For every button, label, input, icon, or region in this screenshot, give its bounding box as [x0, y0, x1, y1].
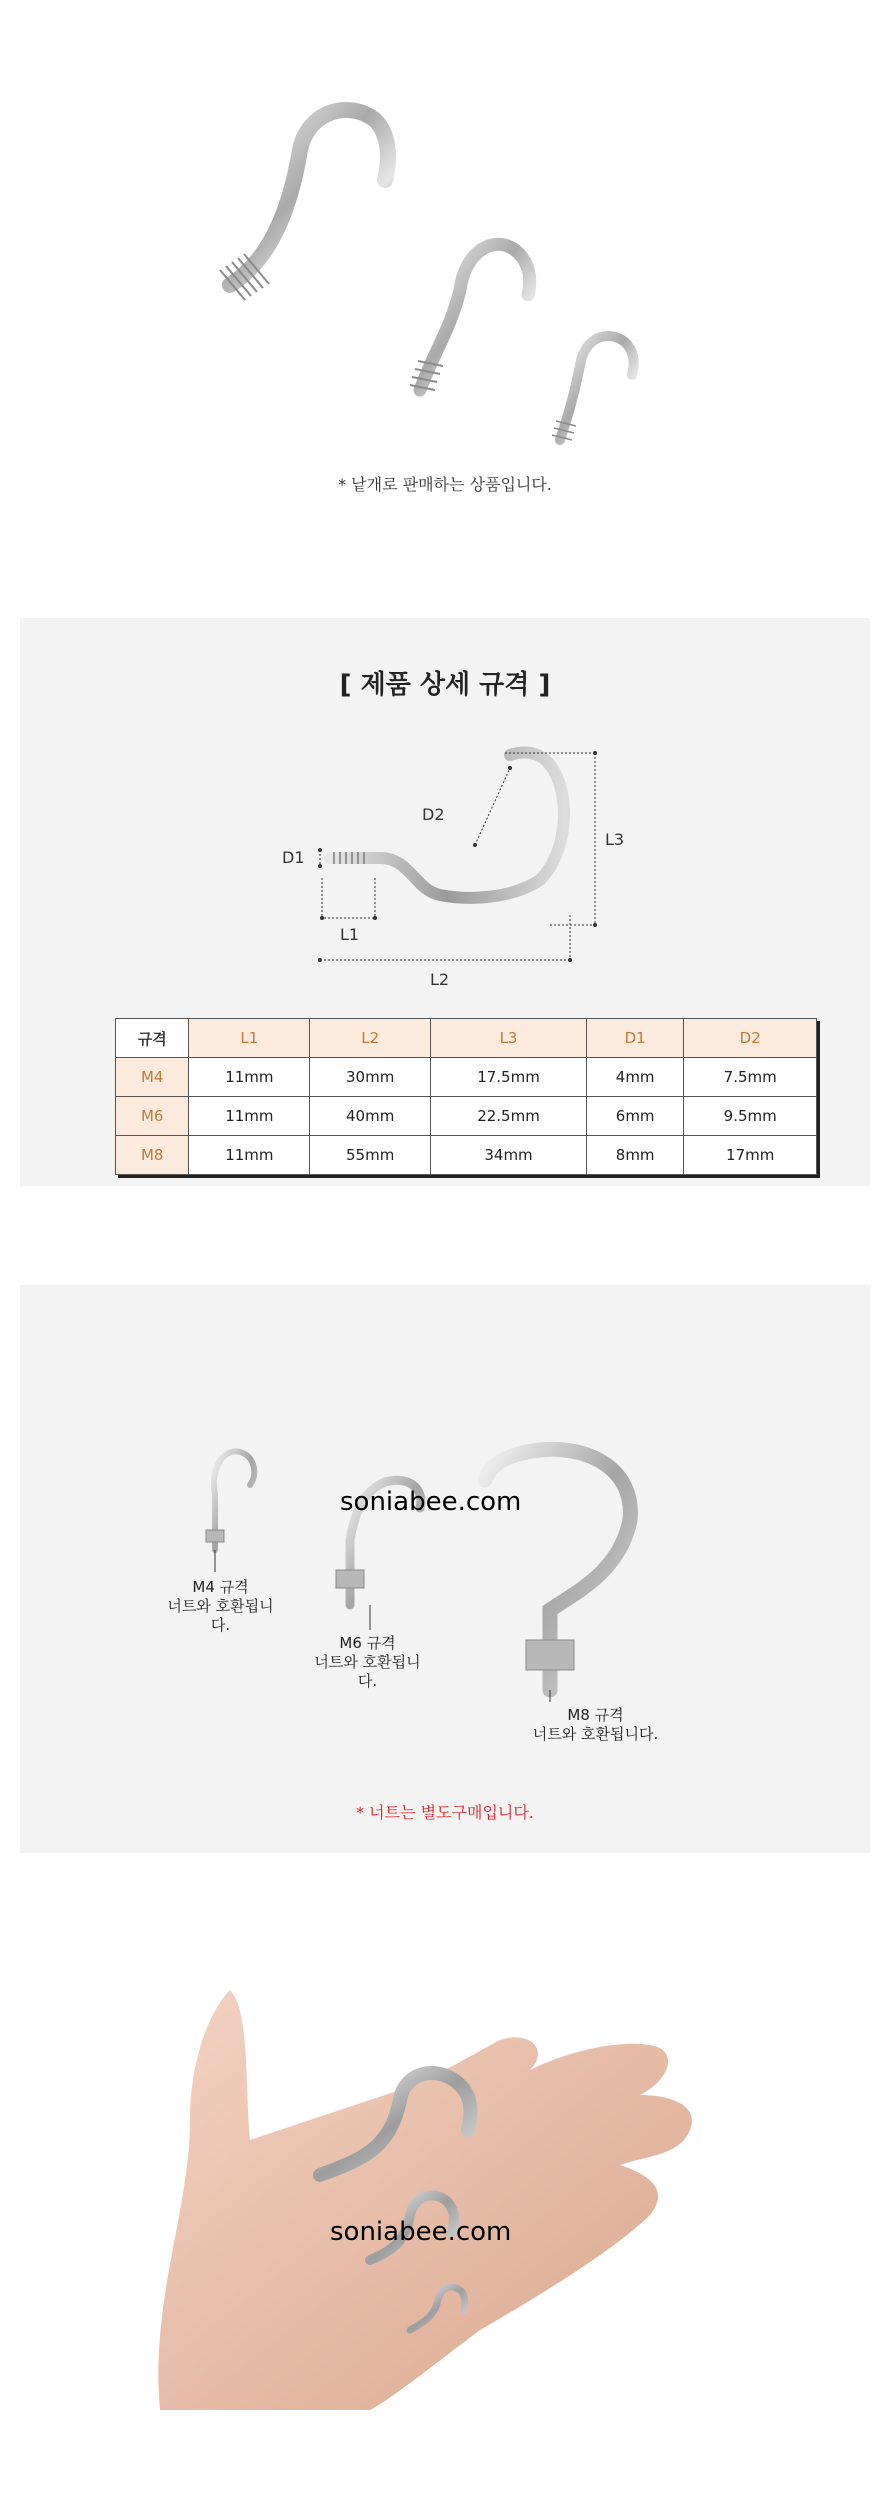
dim-label-l2: L2 [430, 970, 450, 989]
product-photo-hooks [190, 90, 690, 470]
table-cell: 34mm [431, 1136, 587, 1175]
header-l3: L3 [431, 1019, 587, 1058]
table-cell: 6mm [586, 1097, 683, 1136]
spec-title: [ 제품 상세 규격 ] [339, 670, 551, 700]
table-cell: 17.5mm [431, 1058, 587, 1097]
label-m4-note: 너트와 호환됩니다. [167, 1597, 274, 1634]
table-cell: 9.5mm [684, 1097, 817, 1136]
table-row [116, 1136, 817, 1175]
single-item-caption: * 낱개로 판매하는 상품입니다. [338, 475, 552, 494]
table-cell: 11mm [189, 1136, 310, 1175]
label-m6-size: M6 규격 [339, 1634, 396, 1652]
label-m4-size: M4 규격 [192, 1578, 249, 1596]
table-cell: 4mm [586, 1058, 683, 1097]
dim-label-l3: L3 [605, 830, 625, 849]
header-size: 규격 [116, 1019, 189, 1058]
dim-label-l1: L1 [340, 925, 360, 944]
row-size: M6 [116, 1097, 189, 1136]
header-l2: L2 [310, 1019, 431, 1058]
label-m8-note: 너트와 호환됩니다. [532, 1725, 659, 1743]
label-m6-note: 너트와 호환됩니다. [314, 1653, 421, 1690]
header-l1: L1 [189, 1019, 310, 1058]
table-cell: 22.5mm [431, 1097, 587, 1136]
dim-label-d2: D2 [422, 805, 445, 824]
label-m8 [523, 1706, 668, 1744]
header-d2: D2 [684, 1019, 817, 1058]
spec-table [115, 1018, 817, 1175]
table-cell: 40mm [310, 1097, 431, 1136]
label-m4 [158, 1578, 283, 1635]
table-cell: 11mm [189, 1097, 310, 1136]
spec-table-header-row [116, 1019, 817, 1058]
label-m8-size: M8 규격 [567, 1706, 624, 1724]
table-cell: 7.5mm [684, 1058, 817, 1097]
table-row [116, 1097, 817, 1136]
table-cell: 11mm [189, 1058, 310, 1097]
hand-holding-hooks-photo [150, 1970, 740, 2410]
hook-dimension-diagram [250, 730, 650, 1000]
watermark-text: soniabee.com [330, 2217, 512, 2247]
row-size: M4 [116, 1058, 189, 1097]
watermark-text: soniabee.com [340, 1487, 522, 1517]
row-size: M8 [116, 1136, 189, 1175]
table-cell: 17mm [684, 1136, 817, 1175]
table-cell: 55mm [310, 1136, 431, 1175]
table-cell: 8mm [586, 1136, 683, 1175]
nut-sold-separately-note: * 너트는 별도구매입니다. [356, 1803, 534, 1822]
table-cell: 30mm [310, 1058, 431, 1097]
header-d1: D1 [586, 1019, 683, 1058]
label-m6 [305, 1634, 430, 1691]
table-row [116, 1058, 817, 1097]
dim-label-d1: D1 [282, 848, 305, 867]
